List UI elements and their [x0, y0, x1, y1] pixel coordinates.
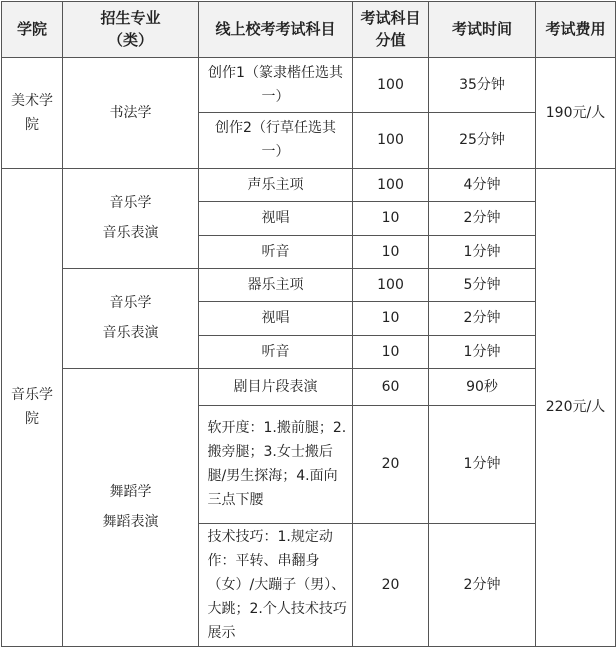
- subject-cell: 软开度：1.搬前腿；2.搬旁腿；3.女士搬后腿/男生探海；4.面向三点下腰: [199, 406, 353, 523]
- subject-cell: 听音: [199, 235, 353, 268]
- subject-cell: 器乐主项: [199, 268, 353, 301]
- score-cell: 10: [353, 202, 429, 235]
- score-cell: 20: [353, 406, 429, 523]
- time-cell: 1分钟: [429, 406, 536, 523]
- exam-schedule-table: [1, 1, 616, 647]
- table-row: [2, 268, 616, 301]
- score-cell: 100: [353, 113, 429, 169]
- subject-cell: 创作1（篆隶楷任选其一）: [199, 57, 353, 113]
- score-cell: 20: [353, 523, 429, 646]
- score-cell: 100: [353, 168, 429, 201]
- fee-cell-fine-arts: 190元/人: [536, 57, 616, 168]
- score-cell: 10: [353, 235, 429, 268]
- table-row: [2, 368, 616, 405]
- header-time: 考试时间: [429, 2, 536, 58]
- major-cell-dance: 舞蹈学 舞蹈表演: [63, 368, 199, 646]
- header-fee: 考试费用: [536, 2, 616, 58]
- score-cell: 60: [353, 368, 429, 405]
- subject-cell: 听音: [199, 335, 353, 368]
- subject-cell: 视唱: [199, 202, 353, 235]
- header-subject: 线上校考考试科目: [199, 2, 353, 58]
- time-cell: 1分钟: [429, 335, 536, 368]
- time-cell: 1分钟: [429, 235, 536, 268]
- subject-cell: 声乐主项: [199, 168, 353, 201]
- major-cell-vocal: 音乐学 音乐表演: [63, 168, 199, 268]
- header-college: 学院: [2, 2, 63, 58]
- time-cell: 2分钟: [429, 302, 536, 335]
- fee-cell-music: 220元/人: [536, 168, 616, 646]
- major-cell-calligraphy: 书法学: [63, 57, 199, 168]
- time-cell: 35分钟: [429, 57, 536, 113]
- major-cell-instrument: 音乐学 音乐表演: [63, 268, 199, 368]
- score-cell: 10: [353, 335, 429, 368]
- time-cell: 4分钟: [429, 168, 536, 201]
- college-cell-music: 音乐学院: [2, 168, 63, 646]
- score-cell: 10: [353, 302, 429, 335]
- college-cell-fine-arts: 美术学院: [2, 57, 63, 168]
- subject-cell: 创作2（行草任选其一）: [199, 113, 353, 169]
- time-cell: 25分钟: [429, 113, 536, 169]
- subject-cell: 技术技巧：1.规定动作：平转、串翻身（女）/大蹦子（男）、大跳；2.个人技术技巧展示: [199, 523, 353, 646]
- header-major: 招生专业（类）: [63, 2, 199, 58]
- time-cell: 5分钟: [429, 268, 536, 301]
- time-cell: 2分钟: [429, 523, 536, 646]
- table-row: [2, 168, 616, 201]
- header-row: [2, 2, 616, 58]
- header-score: 考试科目分值: [353, 2, 429, 58]
- table-row: [2, 57, 616, 113]
- subject-cell: 剧目片段表演: [199, 368, 353, 405]
- subject-cell: 视唱: [199, 302, 353, 335]
- score-cell: 100: [353, 57, 429, 113]
- time-cell: 2分钟: [429, 202, 536, 235]
- time-cell: 90秒: [429, 368, 536, 405]
- score-cell: 100: [353, 268, 429, 301]
